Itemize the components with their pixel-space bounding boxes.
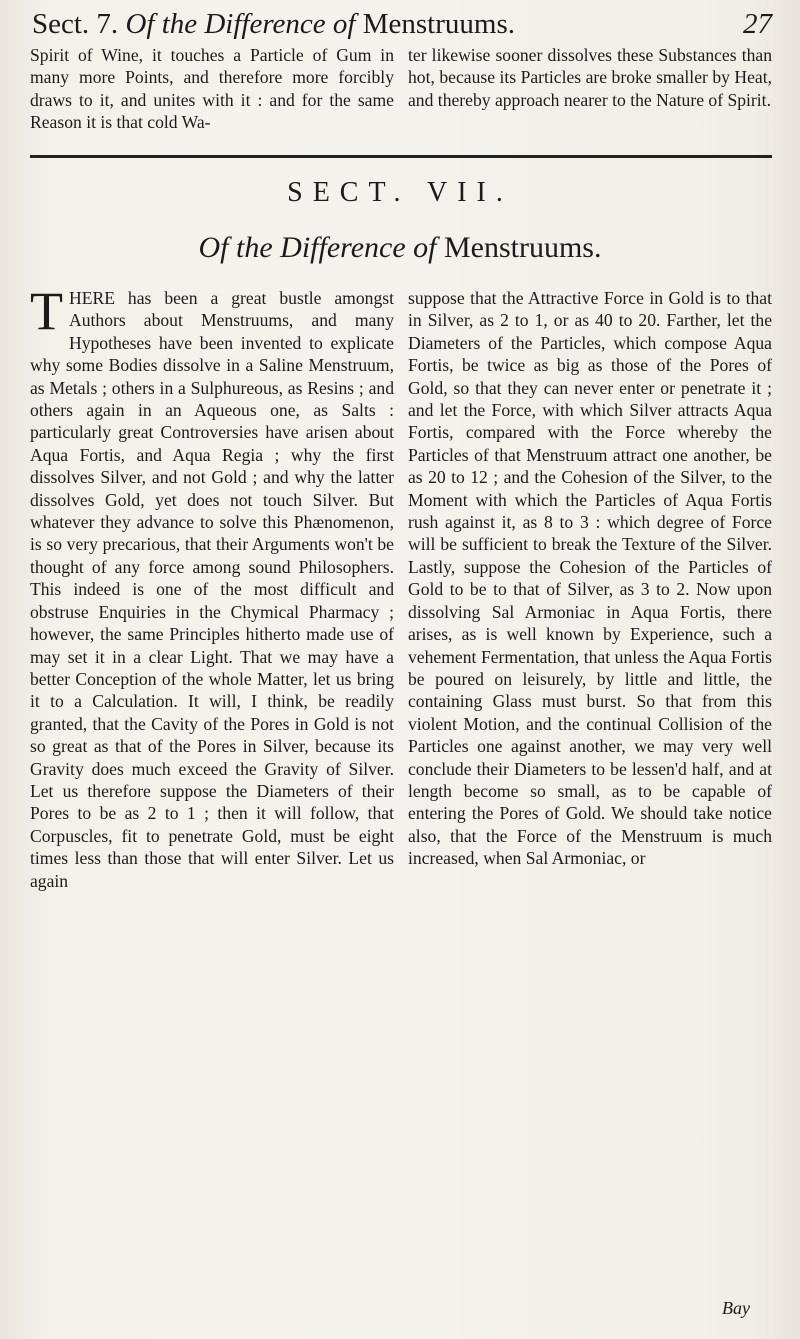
header-title: Of the Difference of: [125, 8, 356, 40]
body-right-column: suppose that the Attractive Force in Gold is to that in Silver, as 2 to 1, or as 40 to 20. Farther, let the Diameters of the Particles, which compose Aqua Fortis, be twice as big as those of the Pores of Gold, so that they can never enter or penetrate it ; and let the Force, with which Silver attracts Aqua Fortis, compared with the Force whereby the Particles of that Menstruum attract one another, be as 20 to 12 ; and the Cohesion of the Silver, to the Moment with which the Particles of Aqua Fortis rush against it, as 8 to 3 : which degree of Force will be sufficient to break the Texture of the Silver. Lastly, suppose the Cohesion of the Particles of Gold to be to that of Silver, as 3 to 2. Now upon dissolving Sal Armoniac in Aqua Fortis, there arises, as is well known by Experience, such a vehement Fermentation, that unless the Aqua Fortis be poured on leisurely, by little and little, the containing Glass must burst. So that from this violent Motion, and the continual Collision of the Particles one against another, we may very well conclude their Diameters to be lessen'd half, and at length become so small, as to be capable of entering the Pores of Gold. We should take notice also, that the Force of the Menstruum is much increased, when Sal Armoniac, or: [408, 288, 772, 869]
header-title-tail: Menstruums.: [362, 8, 515, 40]
body-left-text: HERE has been a great bustle amongst Authors about Menstruums, and many Hypotheses have been invented to explicate why some Bodies dissolve in a Saline Menstruum, as Metals ; others in a Sulphureous, as Resins ; and others again in an Aqueous one, as Salts : particularly great Controversies have arisen about Aqua Fortis, and Aqua Regia ; why the first dissolves Silver, and not Gold ; and why the latter dissolves Gold, yet does not touch Silver. But whatever they advance to solve this Phænomenon, is so very precarious, that their Arguments won't be thought of any force among sound Philosophers. This indeed is one of the most difficult and obstruse Enquiries in the Chymical Pharmacy ; however, the same Principles hitherto made use of may set it in a clear Light. That we may have a better Conception of the whole Matter, let us bring it to a Calculation. It will, I think, be readily granted, that the Cavity of the Pores in Gold is not so great as that of the Pores in Silver, because its Gravity does much exceed the Gravity of Silver. Let us therefore suppose the Diameters of their Pores to be as 2 to 1 ; then it will follow, that Corpuscles, fit to penetrate Gold, must be eight times less than those that will enter Silver. Let us again: [30, 288, 394, 891]
header-section: Sect. 7.: [32, 8, 119, 40]
running-header: [32, 2, 772, 46]
top-right-column: ter likewise sooner dissolves these Substances than hot, because its Particles are broke smaller by Heat, and thereby approach nearer to the Nature of Spirit.: [408, 45, 772, 110]
body-left-column: [30, 281, 394, 892]
top-columns: [30, 44, 772, 134]
top-left-column: Spirit of Wine, it touches a Particle of Gum in many more Points, and therefore more forcibly draws to it, and unites with it : and for the same Reason it is that cold Wa-: [30, 45, 394, 133]
section-title: [0, 228, 800, 268]
section-title-italic: Of the Difference of: [198, 231, 437, 264]
section-title-roman: Menstruums.: [443, 231, 602, 264]
section-heading: SECT. VII.: [287, 177, 513, 208]
drop-cap: T: [30, 281, 63, 341]
body-columns: [30, 281, 772, 892]
catchword: Bay: [722, 1298, 750, 1318]
page-number: 27: [743, 8, 772, 40]
section-divider: [30, 155, 772, 158]
